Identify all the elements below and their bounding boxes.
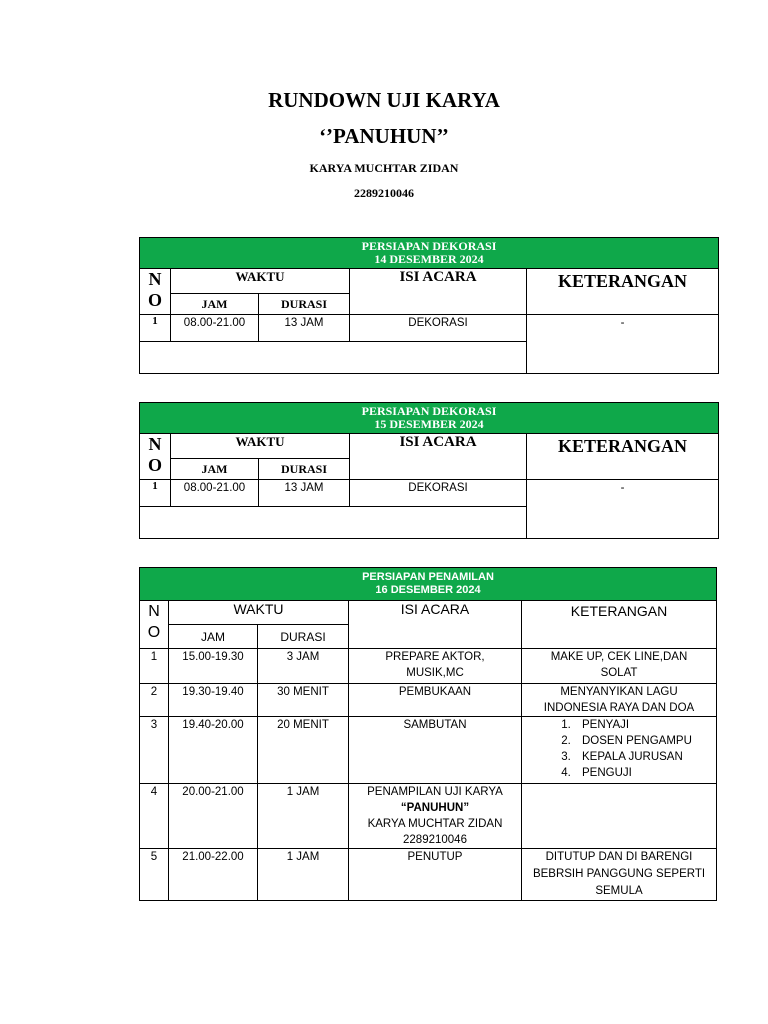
- jam-header: JAM: [171, 294, 259, 315]
- jam-header: JAM: [169, 625, 258, 649]
- table-date: 16 DESEMBER 2024: [375, 584, 481, 596]
- author-name: KARYA MUCHTAR ZIDAN: [309, 161, 459, 175]
- durasi-header: DURASI: [259, 459, 350, 480]
- table-header-band: [140, 568, 717, 601]
- table-date: 14 DESEMBER 2024: [374, 252, 484, 266]
- isi-acara-header: ISI ACARA: [349, 601, 522, 649]
- table-header-band: [140, 403, 719, 434]
- table-title: PERSIAPAN DEKORASI: [361, 239, 497, 253]
- table-row: 1 08.00-21.00 13 JAM DEKORASI -: [140, 315, 719, 342]
- student-id: 2289210046: [354, 186, 414, 200]
- document-subtitle: ‘’PANUHUN’’: [319, 124, 449, 148]
- schedule-table-1: [139, 237, 719, 374]
- waktu-header: WAKTU: [171, 269, 350, 294]
- table-row: 1 15.00-19.30 3 JAM PREPARE AKTOR, MUSIK,MC MAKE UP, CEK LINE,DAN SOLAT: [140, 649, 717, 684]
- table-title: PERSIAPAN PENAMILAN: [362, 571, 494, 583]
- no-header: N O: [140, 601, 169, 649]
- table-row: 2 19.30-19.40 30 MENIT PEMBUKAAN MENYANYIKAN LAGU INDONESIA RAYA DAN DOA: [140, 684, 717, 717]
- table-date: 15 DESEMBER 2024: [374, 417, 484, 431]
- keterangan-header: KETERANGAN: [522, 601, 717, 649]
- jam-header: JAM: [171, 459, 259, 480]
- keterangan-header: KETERANGAN: [527, 269, 719, 315]
- isi-acara-header: ISI ACARA: [350, 434, 527, 480]
- table-row: 3 19.40-20.00 20 MENIT SAMBUTAN 1. PENYAJI 2. DOSEN PENGAMPU 3. KEPALA JURUSAN 4. PENGUJI: [140, 717, 717, 784]
- table-title: PERSIAPAN DEKORASI: [361, 404, 497, 418]
- keterangan-header: KETERANGAN: [527, 434, 719, 480]
- list-item: 3. KEPALA JURUSAN: [574, 749, 716, 765]
- list-item: 4. PENGUJI: [574, 765, 716, 781]
- table-header-band: [140, 238, 719, 269]
- table-row: 4 20.00-21.00 1 JAM PENAMPILAN UJI KARYA “PANUHUN” KARYA MUCHTAR ZIDAN 2289210046: [140, 784, 717, 849]
- waktu-header: WAKTU: [169, 601, 349, 625]
- table-row: 1 08.00-21.00 13 JAM DEKORASI -: [140, 480, 719, 507]
- table-row: 5 21.00-22.00 1 JAM PENUTUP DITUTUP DAN DI BARENGI BEBRSIH PANGGUNG SEPERTI SEMULA: [140, 849, 717, 901]
- list-item: 2. DOSEN PENGAMPU: [574, 733, 716, 749]
- keterangan-list-cell: [522, 717, 717, 784]
- document-title: RUNDOWN UJI KARYA: [268, 88, 500, 112]
- schedule-table-2: [139, 402, 719, 539]
- schedule-table-3: [139, 567, 717, 901]
- durasi-header: DURASI: [259, 294, 350, 315]
- list-item: 1. PENYAJI: [574, 717, 716, 733]
- durasi-header: DURASI: [258, 625, 349, 649]
- waktu-header: WAKTU: [171, 434, 350, 459]
- no-header: N O: [140, 434, 171, 480]
- isi-acara-header: ISI ACARA: [350, 269, 527, 315]
- no-header: N O: [140, 269, 171, 315]
